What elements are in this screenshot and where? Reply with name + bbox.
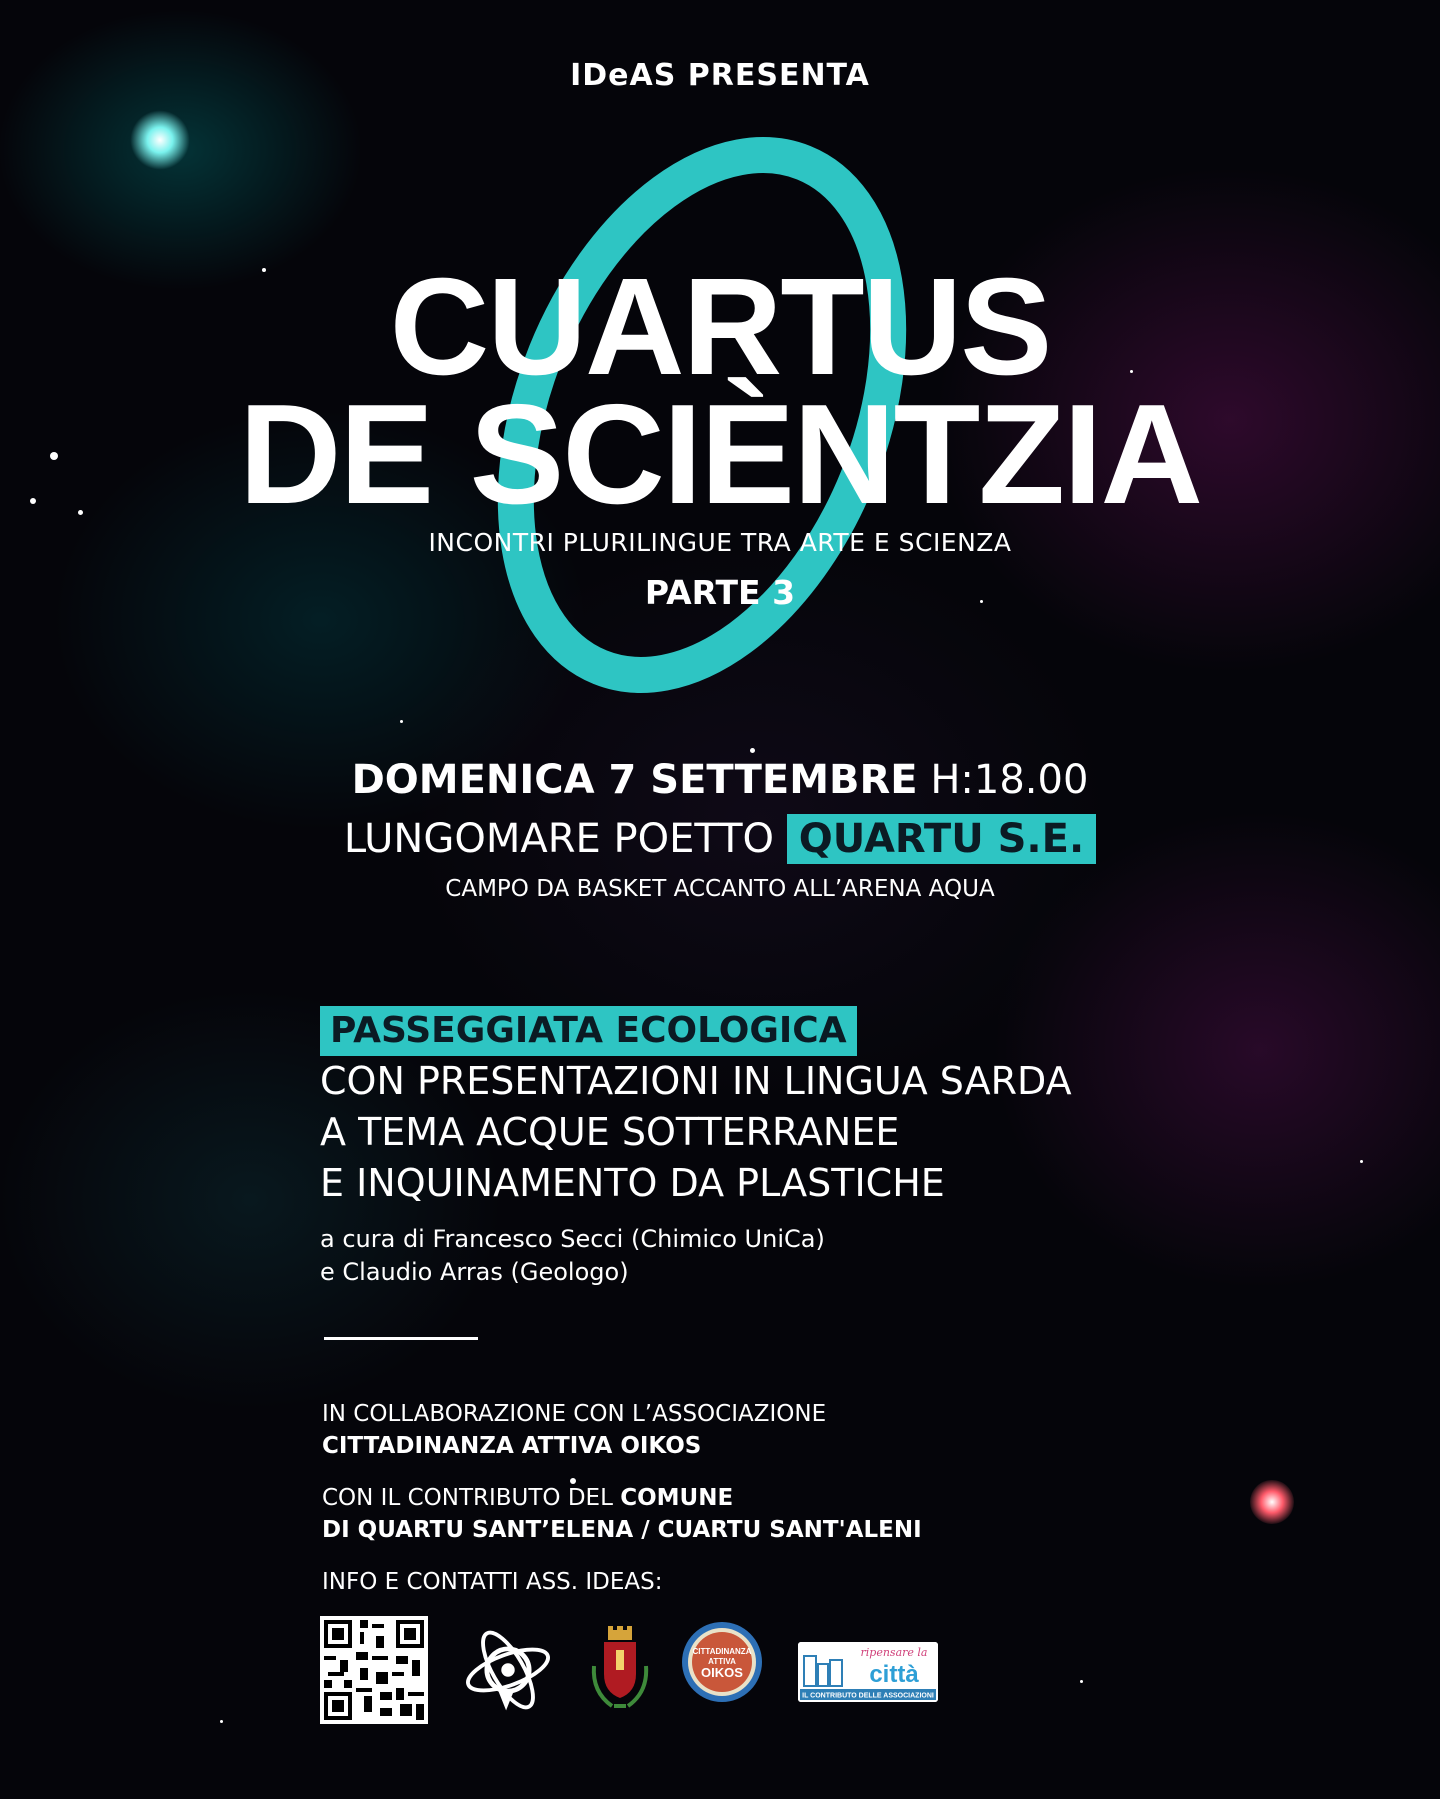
presenter-label: IDeAS PRESENTA <box>570 58 870 93</box>
citta-caption: IL CONTRIBUTO DELLE ASSOCIAZIONI <box>802 1692 934 1700</box>
part-label: PARTE 3 <box>644 573 796 612</box>
collab-intro: IN COLLABORAZIONE CON L’ASSOCIAZIONE <box>322 1401 827 1427</box>
oikos-text-bottom: OIKOS <box>701 1665 743 1680</box>
event-date: DOMENICA 7 SETTEMBRE <box>351 757 918 803</box>
star <box>400 720 403 723</box>
date-time-line <box>0 757 1440 803</box>
oikos-text-mid: ATTIVA <box>708 1657 736 1666</box>
info-label: INFO E CONTATTI ASS. IDEAS: <box>322 1569 663 1595</box>
star <box>750 748 755 753</box>
event-time: H:18.00 <box>930 757 1089 803</box>
title-line-1: CUARTUS <box>389 250 1051 404</box>
logos-row <box>320 1612 960 1724</box>
activity-line: CON PRESENTAZIONI IN LINGUA SARDA <box>320 1059 1072 1103</box>
ripensare-la-citta-logo <box>798 1642 938 1702</box>
citta-word: città <box>869 1661 919 1688</box>
activity-line: A TEMA ACQUE SOTTERRANEE <box>320 1110 900 1154</box>
qr-code-icon[interactable] <box>320 1616 428 1724</box>
nebula-star-glow <box>130 110 190 170</box>
place-line <box>0 814 1440 864</box>
curators <box>320 1223 1320 1289</box>
star <box>1080 1680 1083 1683</box>
curator-line: e Claudio Arras (Geologo) <box>320 1258 629 1286</box>
curator-line: a cura di Francesco Secci (Chimico UniCa) <box>320 1225 825 1253</box>
credits-block <box>322 1398 1322 1598</box>
event-place: LUNGOMARE POETTO <box>343 816 774 862</box>
title-line-2: DE SCIÈNTZIA <box>238 375 1202 534</box>
oikos-text-top: CITTADINANZA <box>692 1647 752 1656</box>
citta-tag: ripensare la <box>860 1646 928 1659</box>
contrib-bold-1: COMUNE <box>620 1485 734 1511</box>
star <box>220 1720 223 1723</box>
contrib-intro: CON IL CONTRIBUTO DEL <box>322 1485 621 1511</box>
collab-name: CITTADINANZA ATTIVA OIKOS <box>322 1433 702 1459</box>
activity-line: E INQUINAMENTO DA PLASTICHE <box>320 1161 945 1205</box>
divider <box>324 1337 478 1340</box>
event-venue: CAMPO DA BASKET ACCANTO ALL’ARENA AQUA <box>445 876 995 902</box>
oikos-association-logo <box>680 1620 764 1704</box>
event-city-highlight: QUARTU S.E. <box>787 814 1096 864</box>
atom-logo-icon <box>460 1622 556 1718</box>
star <box>1360 1160 1363 1163</box>
activity-block <box>320 1006 1320 1289</box>
contrib-bold-2: DI QUARTU SANT’ELENA / CUARTU SANT'ALENI <box>322 1517 922 1543</box>
contrib-line <box>322 1482 1322 1514</box>
municipal-crest-icon <box>588 1626 652 1716</box>
subtitle: INCONTRI PLURILINGUE TRA ARTE E SCIENZA <box>428 528 1012 557</box>
activity-badge: PASSEGGIATA ECOLOGICA <box>320 1006 857 1056</box>
